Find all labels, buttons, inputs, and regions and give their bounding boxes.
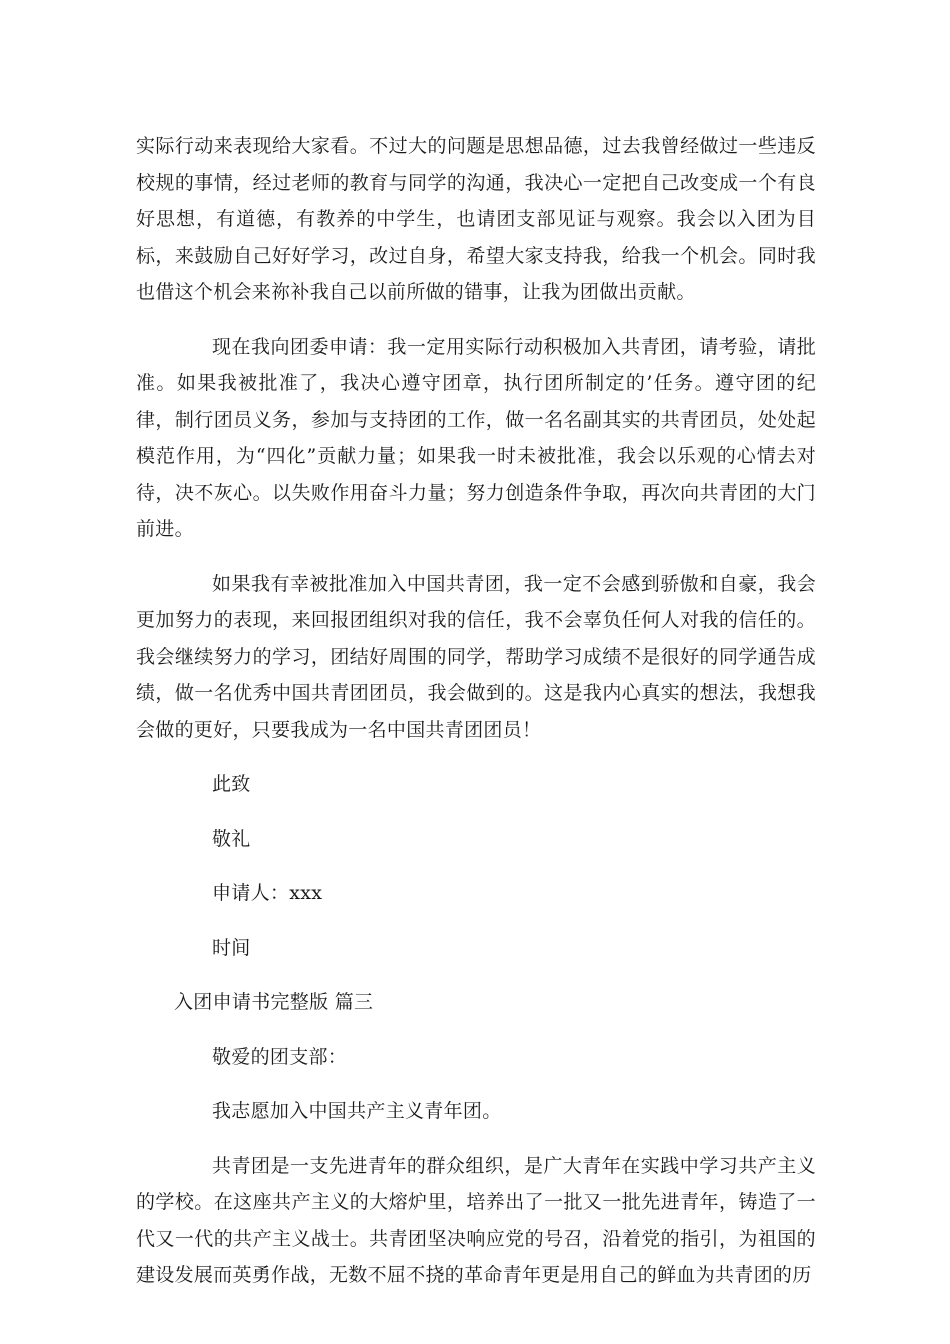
body-paragraph-2: 现在我向团委申请：我一定用实际行动积极加入共青团，请考验，请批准。如果我被批准了，我决心遵守团章，执行团所制定的’任务。遵守团的纪律，制行团员义务，参加与支持团的工作，做一名名副其实的共青团员，处处起模范作用，为“四化”贡献力量；如果我一时未被批准，我会以乐观的心情去对待，决不灰心。以失败作用奋斗力量；努力创造条件争取，再次向共青团的大门前进。 <box>136 335 816 540</box>
document-page <box>136 128 816 1294</box>
intent-line: 我志愿加入中国共产主义青年团。 <box>212 1100 502 1122</box>
body-paragraph-4: 共青团是一支先进青年的群众组织，是广大青年在实践中学习共产主义的学校。在这座共产主义的大熔炉里，培养出了一批又一批先进青年，铸造了一代又一代的共产主义战士。共青团坚决响应党的号召，沿着党的指引，为祖国的建设发展而英勇作战，无数不屈不挠的革命青年更是用自己的鲜血为共青团的历 <box>136 1154 816 1286</box>
date-line: 时间 <box>212 936 251 959</box>
greeting-line: 敬爱的团支部： <box>212 1045 348 1068</box>
closing-salute-2: 敬礼 <box>212 827 251 850</box>
body-paragraph-3: 如果我有幸被批准加入中国共青团，我一定不会感到骄傲和自豪，我会更加努力的表现，来回报团组织对我的信任，我不会辜负任何人对我的信任的。我会继续努力的学习，团结好周围的同学，帮助学习成绩不是很好的同学通告成绩，做一名优秀中国共青团团员，我会做到的。这是我内心真实的想法，我想我会做的更好，只要我成为一名中国共青团团员！ <box>136 572 816 741</box>
body-paragraph-1: 实际行动来表现给大家看。不过大的问题是思想品德，过去我曾经做过一些违反校规的事情，经过老师的教育与同学的沟通，我决心一定把自己改变成一个有良好思想，有道德，有教养的中学生，也请团支部见证与观察。我会以入团为目标，来鼓励自己好好学习，改过自身，希望大家支持我，给我一个机会。同时我也借这个机会来祢补我自己以前所做的错事，让我为团做出贡献。 <box>136 135 816 303</box>
closing-salute-1: 此致 <box>212 773 251 795</box>
applicant-signature: 申请人：xxx <box>212 882 323 904</box>
section-heading: 入团申请书完整版 篇三 <box>174 991 374 1013</box>
